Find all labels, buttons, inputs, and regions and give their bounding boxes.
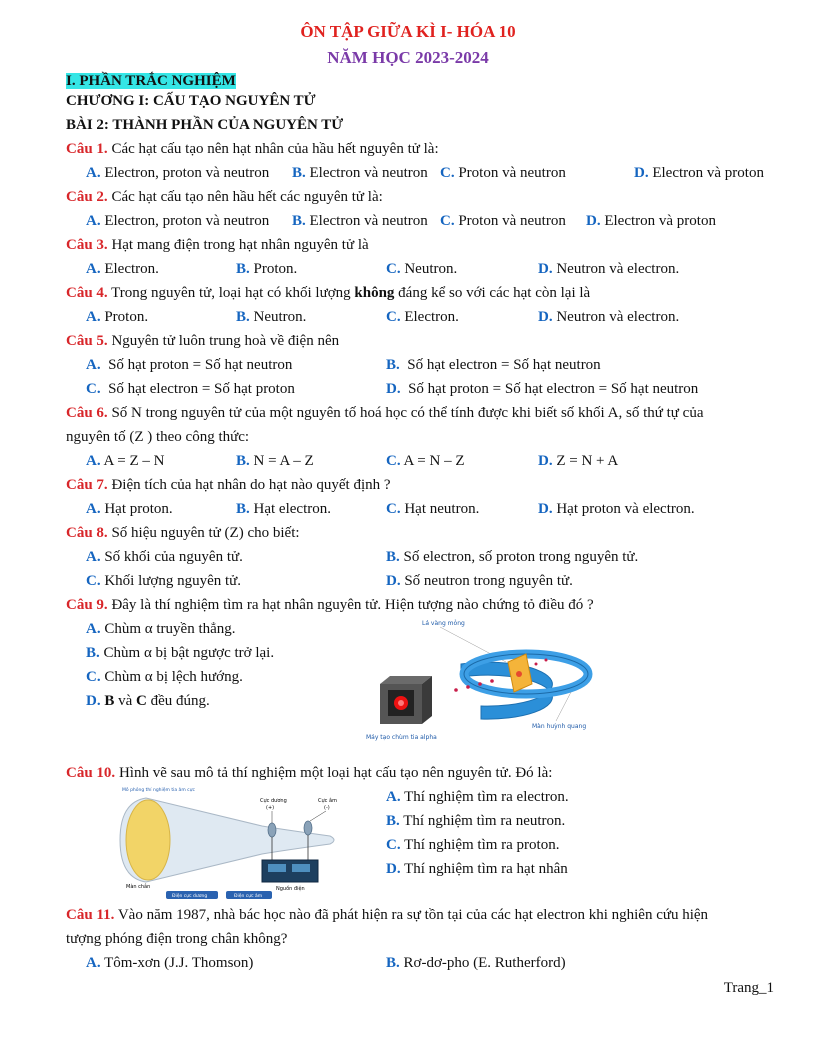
text-span: Electron và proton [604, 213, 716, 229]
text-span: Câu 10. [66, 765, 116, 781]
q6-option-d [538, 452, 618, 470]
q7-option-d [538, 500, 695, 518]
q3-option-c [386, 260, 457, 278]
text-span: D. [538, 309, 553, 325]
document-subtitle: NĂM HỌC 2023-2024 [327, 48, 489, 67]
svg-text:Cực dương: Cực dương [260, 798, 287, 804]
text-span: C. [86, 669, 101, 685]
text-span: Hạt electron. [253, 501, 331, 517]
q11-option-b [386, 954, 566, 972]
q9-option-b [86, 644, 274, 662]
question-10 [66, 764, 552, 782]
text-span: C. [86, 381, 101, 397]
text-span: Số hạt proton = Số hạt neutron [108, 357, 293, 373]
q4-option-c [386, 308, 459, 326]
question-5 [66, 332, 339, 350]
svg-text:Điện cực âm: Điện cực âm [234, 894, 263, 899]
power-label: Nguồn điện [276, 886, 305, 892]
text-span: Chùm α bị lệch hướng. [104, 669, 243, 685]
text-span: và [118, 693, 133, 709]
text-span: Thí nghiệm tìm ra proton. [404, 837, 560, 853]
text-span: Điện tích của hạt nhân do hạt nào quyết định ? [111, 477, 391, 493]
q3-option-a [86, 260, 159, 278]
question-9 [66, 596, 594, 614]
rutherford-experiment-figure [366, 614, 596, 744]
text-span: A. [386, 789, 401, 805]
q6-option-a [86, 452, 165, 470]
q3-option-b [236, 260, 297, 278]
text-span: A. [86, 549, 101, 565]
text-span: D. [538, 261, 553, 277]
svg-text:(-): (-) [324, 805, 330, 811]
text-span: B. [292, 213, 306, 229]
q10-option-a [386, 788, 569, 806]
q7-option-b [236, 500, 331, 518]
q6-option-b [236, 452, 314, 470]
text-span: B [104, 693, 115, 709]
text-span: A. [86, 213, 101, 229]
text-span: C. [386, 309, 401, 325]
text-span: Neutron và electron. [556, 261, 680, 277]
q5-option-d [386, 380, 698, 398]
text-span: B. [292, 165, 306, 181]
text-span: Neutron. [253, 309, 307, 325]
text-span: Electron, proton và neutron [104, 165, 270, 181]
text-span: B. [236, 453, 250, 469]
screen-label: Màn huỳnh quang [532, 723, 587, 730]
text-span: D. [386, 381, 401, 397]
text-span: N = A – Z [253, 453, 314, 469]
q2-option-a [86, 212, 269, 230]
text-span: B. [386, 357, 400, 373]
text-span: D. [538, 453, 553, 469]
text-span: Proton và neutron [458, 213, 566, 229]
q4-option-b [236, 308, 306, 326]
text-span: Proton. [104, 309, 149, 325]
q1-option-d [634, 164, 764, 182]
q8-option-c [86, 572, 241, 590]
anode-electrode [268, 823, 276, 837]
q5-option-a [86, 356, 292, 374]
text-span: Số neutron trong nguyên tử. [404, 573, 573, 589]
question-3 [66, 236, 369, 254]
text-span: C. [386, 261, 401, 277]
text-span: Câu 11. [66, 907, 115, 923]
q7-option-a [86, 500, 173, 518]
svg-text:(+): (+) [266, 805, 275, 811]
q1-option-a [86, 164, 269, 182]
text-span: Tôm-xơn (J.J. Thomson) [104, 955, 254, 971]
text-span: Câu 6. [66, 405, 108, 421]
text-span: Nguyên tử luôn trung hoà về điện nên [111, 333, 340, 349]
text-span: A. [86, 621, 101, 637]
text-span: Trong nguyên tử, loại hạt có khối lượng [111, 285, 351, 301]
text-span: Electron. [404, 309, 459, 325]
text-span: A = Z – N [103, 453, 165, 469]
text-span: Hạt neutron. [404, 501, 480, 517]
text-span: Các hạt cấu tạo nên hầu hết các nguyên tử là: [111, 189, 383, 205]
text-span: Câu 9. [66, 597, 108, 613]
text-span: Số khối của nguyên tử. [104, 549, 243, 565]
q4-option-d [538, 308, 679, 326]
text-span: Khối lượng nguyên tử. [104, 573, 242, 589]
text-span: A = N – Z [403, 453, 465, 469]
question-1 [66, 140, 439, 158]
text-span: Hình vẽ sau mô tả thí nghiệm một loại hạt cấu tạo nên nguyên tử. Đó là: [118, 765, 553, 781]
text-span: D. [386, 573, 401, 589]
text-span: C. [440, 213, 455, 229]
q1-option-b [292, 164, 428, 182]
text-span: Số hạt electron = Số hạt proton [108, 381, 295, 397]
text-span: Hạt proton và electron. [556, 501, 695, 517]
text-span: Câu 7. [66, 477, 108, 493]
text-span: B. [236, 501, 250, 517]
text-span: Neutron và electron. [556, 309, 680, 325]
alpha-source-label: Máy tạo chùm tia alpha [366, 734, 437, 741]
svg-text:Điện cực dương: Điện cực dương [172, 894, 208, 899]
cathode-ray-figure [112, 784, 348, 900]
text-span: A. [86, 501, 101, 517]
text-span: A. [86, 309, 101, 325]
text-span: Câu 3. [66, 237, 108, 253]
question-6 [66, 404, 703, 422]
q8-option-b [386, 548, 638, 566]
text-span: Proton. [253, 261, 298, 277]
text-span: Câu 2. [66, 189, 108, 205]
q2-option-c [440, 212, 566, 230]
text-span: D. [586, 213, 601, 229]
q4-option-a [86, 308, 148, 326]
text-span: Chùm α bị bật ngược trở lại. [103, 645, 275, 661]
text-span: Vào năm 1987, nhà bác học nào đã phát hiện ra sự tồn tại của các hạt electron khi nghiên cứu hiện [117, 907, 709, 923]
text-span: A. [86, 955, 101, 971]
q8-option-a [86, 548, 243, 566]
text-span: Số electron, số proton trong nguyên tử. [403, 549, 639, 565]
figure-caption: Mô phỏng thí nghiệm tia âm cực [122, 788, 195, 793]
text-span: Thí nghiệm tìm ra neutron. [403, 813, 566, 829]
q9-option-c [86, 668, 243, 686]
text-span: Thí nghiệm tìm ra electron. [404, 789, 569, 805]
text-span: Chùm α truyền thẳng. [104, 621, 236, 637]
text-span: Câu 4. [66, 285, 108, 301]
text-span: Electron, proton và neutron [104, 213, 270, 229]
lesson-heading: BÀI 2: THÀNH PHẦN CỦA NGUYÊN TỬ [66, 117, 344, 133]
q10-option-b [386, 812, 565, 830]
screen-label-cathode: Màn chắn [126, 884, 151, 890]
text-span: D. [634, 165, 649, 181]
text-span: Hạt proton. [104, 501, 173, 517]
text-span: Thí nghiệm tìm ra hạt nhân [404, 861, 568, 877]
q11-option-a [86, 954, 253, 972]
text-span: A. [86, 261, 101, 277]
text-span: Số hạt proton = Số hạt electron = Số hạt neutron [408, 381, 699, 397]
question-6-cont: nguyên tố (Z ) theo công thức: [66, 429, 250, 445]
text-span: Câu 1. [66, 141, 108, 157]
section-heading: I. PHẦN TRẮC NGHIỆM [66, 73, 236, 89]
text-span: D. [538, 501, 553, 517]
text-span: A. [86, 357, 101, 373]
text-span: Câu 8. [66, 525, 108, 541]
text-span: đáng kể so với các hạt còn lại là [398, 285, 591, 301]
q2-option-b [292, 212, 428, 230]
question-4 [66, 284, 590, 302]
text-span: Số N trong nguyên tử của một nguyên tố hoá học có thể tính được khi biết số khối A, số thứ tự của [111, 405, 704, 421]
question-11 [66, 906, 708, 924]
text-span: Số hạt electron = Số hạt neutron [407, 357, 601, 373]
text-span: Số hiệu nguyên tử (Z) cho biết: [111, 525, 300, 541]
q7-option-c [386, 500, 479, 518]
text-span: C. [440, 165, 455, 181]
text-span: C [136, 693, 147, 709]
q9-option-a [86, 620, 236, 638]
q3-option-d [538, 260, 679, 278]
document-title: ÔN TẬP GIỮA KÌ I- HÓA 10 [300, 22, 516, 41]
q5-option-c [86, 380, 295, 398]
page-number: Trang_1 [723, 980, 774, 996]
q8-option-d [386, 572, 573, 590]
gold-foil-label: Lá vàng mỏng [422, 620, 465, 627]
text-span: C. [386, 453, 401, 469]
text-span: Electron và neutron [309, 213, 428, 229]
text-span: Các hạt cấu tạo nên hạt nhân của hầu hết nguyên tử là: [111, 141, 439, 157]
text-span: C. [86, 573, 101, 589]
question-11-cont: tượng phóng điện trong chân không? [66, 931, 288, 947]
text-span: Z = N + A [556, 453, 619, 469]
text-span: Electron và proton [652, 165, 764, 181]
text-span: Neutron. [404, 261, 458, 277]
text-span: C. [386, 501, 401, 517]
chapter-heading: CHƯƠNG I: CẤU TẠO NGUYÊN TỬ [66, 93, 316, 109]
text-span: Proton và neutron [458, 165, 566, 181]
q9-option-d [86, 692, 210, 710]
text-span: D. [386, 861, 401, 877]
cathode-electrode [304, 821, 312, 835]
text-span: không [354, 285, 395, 301]
screen-disc [126, 800, 170, 880]
text-span: Đây là thí nghiệm tìm ra hạt nhân nguyên tử. Hiện tượng nào chứng tỏ điều đó ? [111, 597, 594, 613]
text-span: Electron và neutron [309, 165, 428, 181]
text-span: Rơ-dơ-pho (E. Rutherford) [403, 955, 566, 971]
q10-option-d [386, 860, 568, 878]
text-span: B. [86, 645, 100, 661]
q1-option-c [440, 164, 566, 182]
text-span: B. [386, 955, 400, 971]
text-span: Câu 5. [66, 333, 108, 349]
q2-option-d [586, 212, 716, 230]
text-span: B. [386, 813, 400, 829]
text-span: đều đúng. [150, 693, 210, 709]
text-span: Hạt mang điện trong hạt nhân nguyên tử là [111, 237, 369, 253]
q10-option-c [386, 836, 559, 854]
text-span: C. [386, 837, 401, 853]
svg-text:Cực âm: Cực âm [318, 798, 337, 804]
text-span: Electron. [104, 261, 159, 277]
text-span: B. [236, 261, 250, 277]
text-span: D. [86, 693, 101, 709]
text-span: A. [86, 165, 101, 181]
text-span: B. [236, 309, 250, 325]
question-7 [66, 476, 391, 494]
q5-option-b [386, 356, 601, 374]
q6-option-c [386, 452, 465, 470]
question-2 [66, 188, 383, 206]
text-span: A. [86, 453, 101, 469]
question-8 [66, 524, 300, 542]
text-span: B. [386, 549, 400, 565]
